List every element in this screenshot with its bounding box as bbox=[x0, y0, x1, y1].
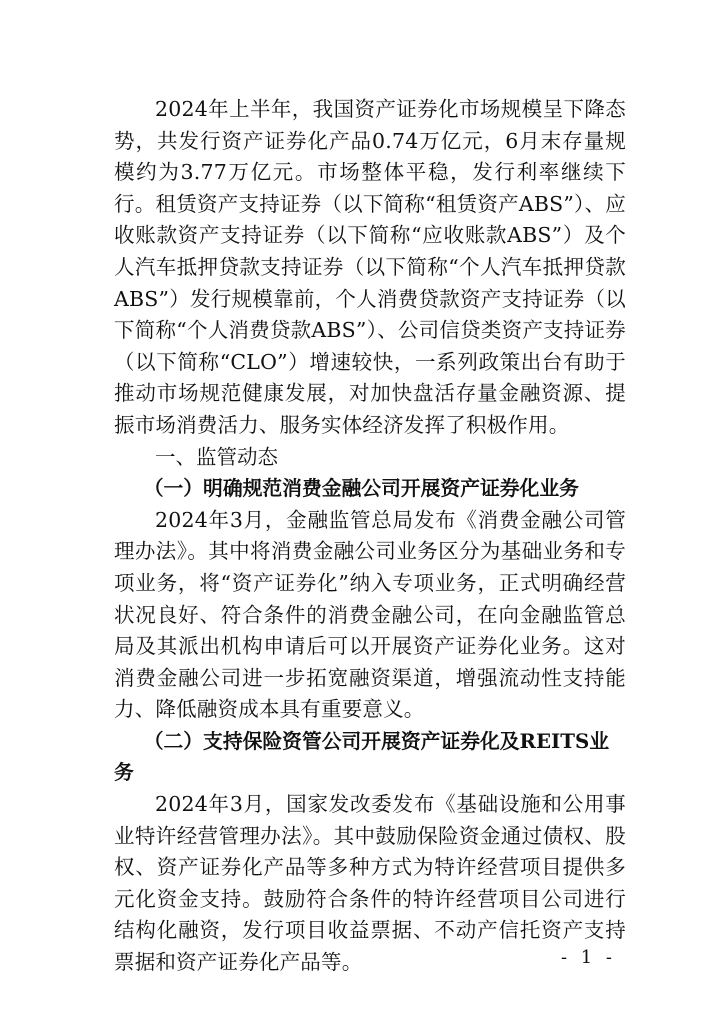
document-body bbox=[114, 94, 626, 979]
intro-paragraph: 2024年上半年，我国资产证券化市场规模呈下降态势，共发行资产证券化产品0.74万亿元，6月末存量规模约为3.77万亿元。市场整体平稳，发行利率继续下行。租赁资产支持证券（以下简称“租赁资产ABS”）、应收账款资产支持证券（以下简称“应收账款ABS”）及个人汽车抵押贷款支持证券（以下简称“个人汽车抵押贷款ABS”）发行规模靠前，个人消费贷款资产支持证券（以下简称“个人消费贷款ABS”）、公司信贷类资产支持证券（以下简称“CLO”）增速较快，一系列政策出台有助于推动市场规范健康发展，对加快盘活存量金融资源、提振市场消费活力、服务实体经济发挥了积极作用。 bbox=[114, 97, 626, 437]
consumer-finance-paragraph: 2024年3月，金融监管总局发布《消费金融公司管理办法》。其中将消费金融公司业务区分为基础业务和专项业务，将“资产证券化”纳入专项业务，正式明确经营状况良好、符合条件的消费金融公司，在向金融监管总局及其派出机构申请后可以开展资产证券化业务。这对消费金融公司进一步拓宽融资渠道，增强流动性支持能力、降低融资成本具有重要意义。 bbox=[114, 507, 626, 722]
subsection-heading-insurance-asset-management: （二）支持保险资管公司开展资产证券化及REITS业务 bbox=[114, 728, 610, 785]
page-number: - 1 - bbox=[560, 947, 616, 968]
subsection-heading-consumer-finance: （一）明确规范消费金融公司开展资产证券化业务 bbox=[143, 476, 579, 501]
insurance-asset-management-paragraph: 2024年3月，国家发改委发布《基础设施和公用事业特许经营管理办法》。其中鼓励保险资金通过债权、股权、资产证券化产品等多种方式为特许经营项目提供多元化资金支持。鼓励符合条件的特许经营项目公司进行结构化融资，发行项目收益票据、不动产信托资产支持票据和资产证券化产品等。 bbox=[114, 792, 626, 975]
section-heading-regulation: 一、监管动态 bbox=[155, 444, 278, 469]
